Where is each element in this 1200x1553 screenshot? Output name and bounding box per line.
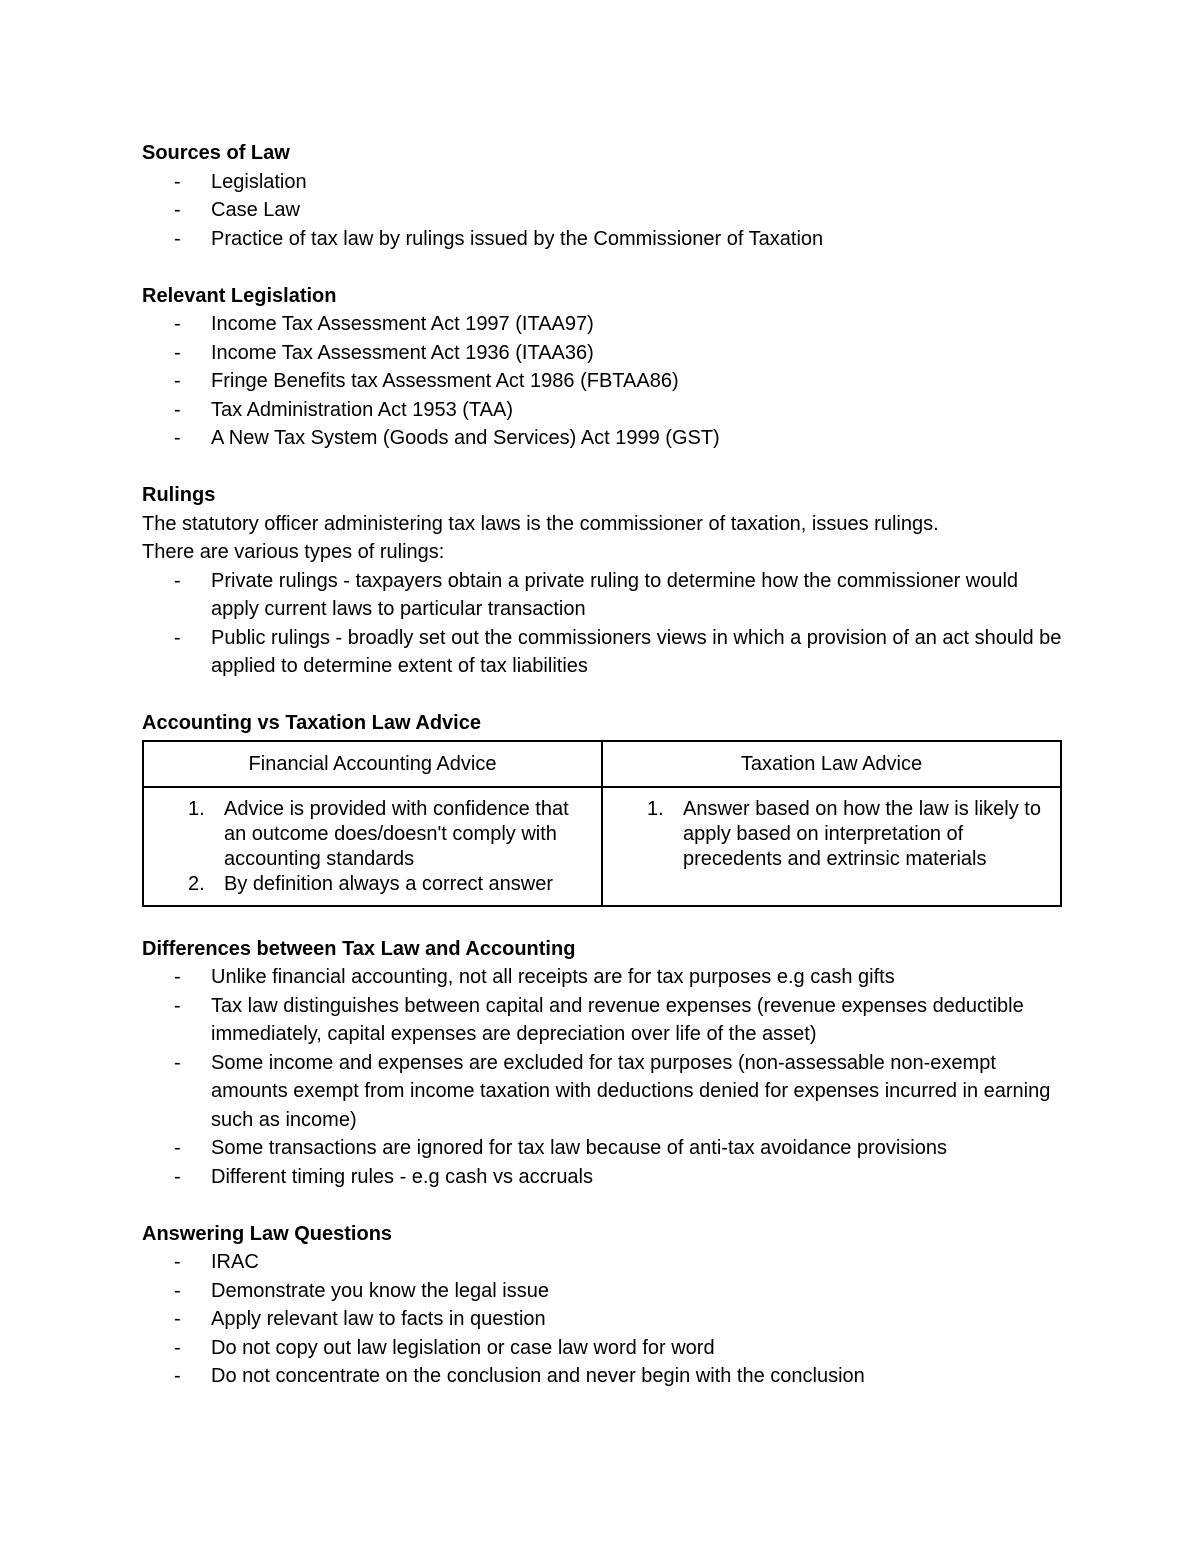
list-item: - Do not copy out law legislation or case law word for word (174, 1336, 715, 1359)
answering-list (142, 1248, 1062, 1391)
section-heading-advice: Accounting vs Taxation Law Advice (142, 712, 481, 734)
list-item: - Tax law distinguishes between capital and revenue expenses (revenue expenses deductible immediately, capital expenses are depreciation over life of the asset) (174, 994, 1024, 1045)
sources-list (142, 168, 1062, 254)
list-item: - Practice of tax law by rulings issued by the Commissioner of Taxation (174, 227, 824, 250)
list-item: - Fringe Benefits tax Assessment Act 1986 (FBTAA86) (174, 370, 679, 392)
list-item: - Demonstrate you know the legal issue (174, 1279, 549, 1302)
list-item: - Some transactions are ignored for tax law because of anti-tax avoidance provisions (174, 1137, 947, 1159)
list-item: - Some income and expenses are excluded for tax purposes (non-assessable non-exempt amounts exempt from income taxation with deductions denied for expenses incurred in earning such as income) (174, 1051, 1051, 1131)
section-heading-sources: Sources of Law (142, 142, 290, 164)
list-item: - Private rulings - taxpayers obtain a private ruling to determine how the commissioner would apply current laws to particular transaction (174, 569, 1019, 620)
rulings-intro: The statutory officer administering tax laws is the commissioner of taxation, issues rulings. (142, 512, 939, 535)
list-item: - Public rulings - broadly set out the commissioners views in which a provision of an act should be applied to determine extent of tax liabilities (174, 626, 1062, 677)
list-item: - Legislation (174, 170, 307, 193)
document-page (142, 139, 1062, 1391)
table-header-financial: Financial Accounting Advice (143, 741, 602, 787)
list-item: 1. Advice is provided with confidence that an outcome does/doesn't comply with accounting standards (188, 797, 569, 870)
table-header-taxation: Taxation Law Advice (602, 741, 1061, 787)
rulings-list (142, 567, 1062, 681)
list-item: - Income Tax Assessment Act 1997 (ITAA97) (174, 313, 594, 335)
list-item: - Apply relevant law to facts in question (174, 1308, 546, 1330)
list-item: - Tax Administration Act 1953 (TAA) (174, 398, 513, 421)
section-heading-legislation: Relevant Legislation (142, 284, 337, 307)
list-item: - Case Law (174, 199, 300, 221)
list-item: - Do not concentrate on the conclusion and never begin with the conclusion (174, 1365, 865, 1387)
list-item: - A New Tax System (Goods and Services) Act 1999 (GST) (174, 427, 720, 449)
legislation-list (142, 310, 1062, 453)
section-heading-rulings: Rulings (142, 484, 216, 506)
list-item: - IRAC (174, 1251, 259, 1273)
rulings-intro-types: There are various types of rulings: (142, 541, 445, 563)
table-cell-taxation (602, 787, 1061, 906)
section-heading-differences: Differences between Tax Law and Accounting (142, 937, 576, 960)
differences-list (142, 963, 1062, 1191)
list-item: 1. Answer based on how the law is likely to apply based on interpretation of precedents and extrinsic materials (647, 797, 1041, 870)
section-heading-answering: Answering Law Questions (142, 1222, 393, 1245)
advice-comparison-table (142, 740, 1062, 907)
list-item: 2. By definition always a correct answer (188, 872, 554, 895)
list-item: - Unlike financial accounting, not all receipts are for tax purposes e.g cash gifts (174, 966, 895, 988)
table-cell-financial (143, 787, 602, 906)
list-item: - Different timing rules - e.g cash vs accruals (174, 1165, 594, 1188)
list-item: - Income Tax Assessment Act 1936 (ITAA36) (174, 341, 594, 364)
